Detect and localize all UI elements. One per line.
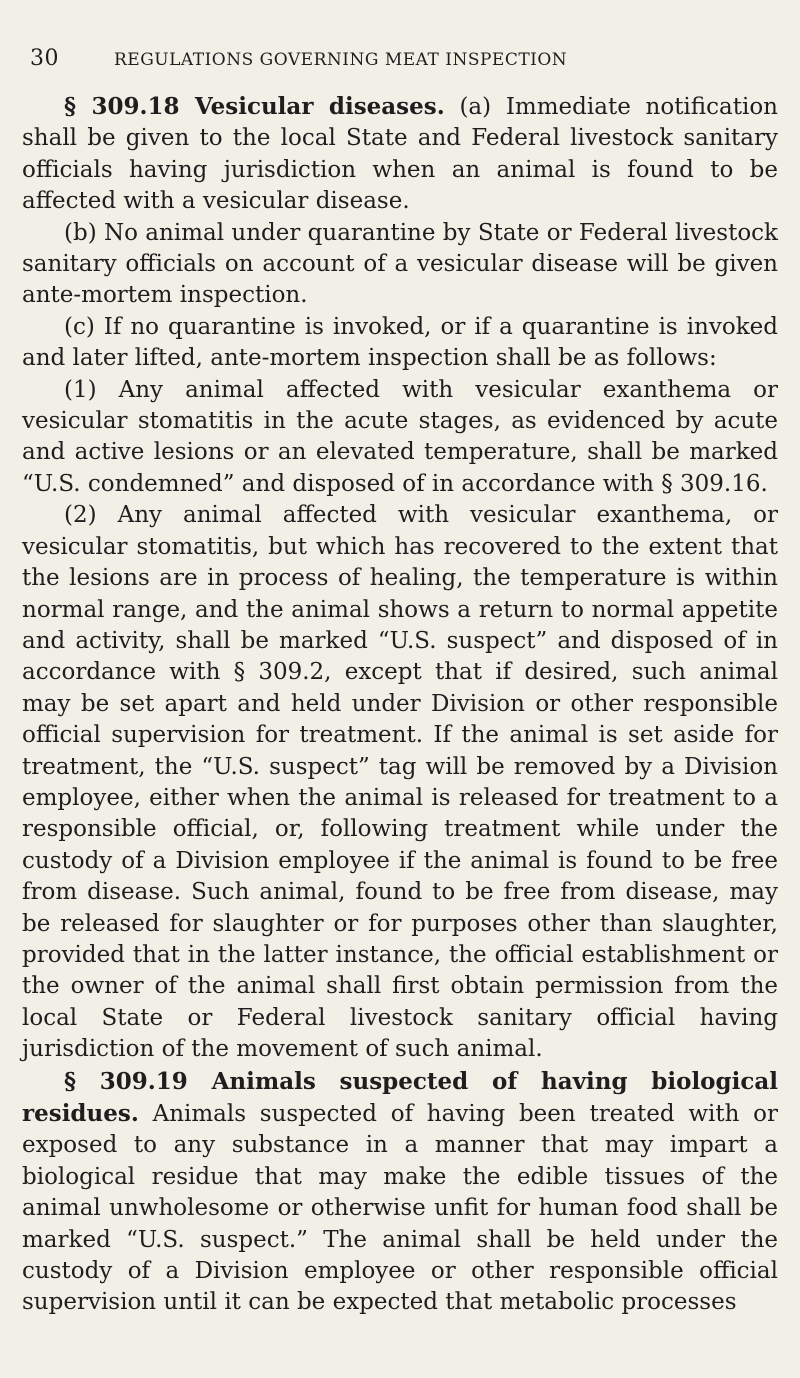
section-309-18-paragraph-c2: (2) Any animal affected with vesicular exanthema, or vesicular stomatitis, but which has recovered to the extent that the lesions are in process of healing, the temperature is within normal range, and the animal shows a return to normal appetite and activity, shall be marked “U.S. suspect” and disposed of in accordance with § 309.2, except that if desired, such animal may be set apart and held under Division or other responsible official supervision for treatment. If the animal is set aside for treatment, the “U.S. suspect” tag will be removed by a Division employee, either when the animal is released for treatment to a responsible official, or, following treatment while under the custody of a Division employee if the animal is found to be free from disease. Such animal, found to be free from disease, may be released for slaughter or for purposes other than slaughter, provided that in the latter instance, the official establishment or the owner of the animal shall first obtain permission from the local State or Federal livestock sanitary official having jurisdiction of the movement of such animal.	[22, 502, 778, 1063]
paragraph-text: (a) Immediate notification shall be given to the local State and Federal livestock sanitary officials having jurisdiction when an animal is found to be affected with a vesicular disease.	[22, 94, 778, 215]
section-heading: § 309.19 Animals suspected of having biological residues.	[22, 1067, 778, 1127]
section-309-18-paragraph-c: (c) If no quarantine is invoked, or if a quarantine is invoked and later lifted, ante-mortem inspection shall be as follows:	[22, 313, 778, 372]
section-heading: § 309.18 Vesicular diseases.	[64, 93, 445, 120]
section-309-19-paragraph	[22, 1066, 778, 1319]
section-309-18-paragraph-b: (b) No animal under quarantine by State or Federal livestock sanitary officials on account of a vesicular disease will be given ante-mortem inspection.	[22, 219, 778, 309]
page-number: 30	[30, 46, 59, 71]
header-title: REGULATIONS GOVERNING MEAT INSPECTION	[114, 50, 568, 70]
section-309-18-paragraph-a	[22, 91, 778, 218]
section-309-18-paragraph-c1: (1) Any animal affected with vesicular exanthema or vesicular stomatitis in the acute stages, as evidenced by acute and active lesions or an elevated temperature, shall be marked “U.S. condemned” and disposed of in accordance with § 309.16.	[22, 376, 778, 497]
running-head	[22, 46, 778, 71]
paragraph-text: Animals suspected of having been treated with or exposed to any substance in a manner that may impart a biological residue that may make the edible tissues of the animal unwholesome or otherwise unfit for human food shall be marked “U.S. suspect.” The animal shall be held under the custody of a Division employee or other responsible official supervision until it can be expected that metabolic processes	[22, 1101, 778, 1316]
body-text	[22, 91, 778, 1319]
